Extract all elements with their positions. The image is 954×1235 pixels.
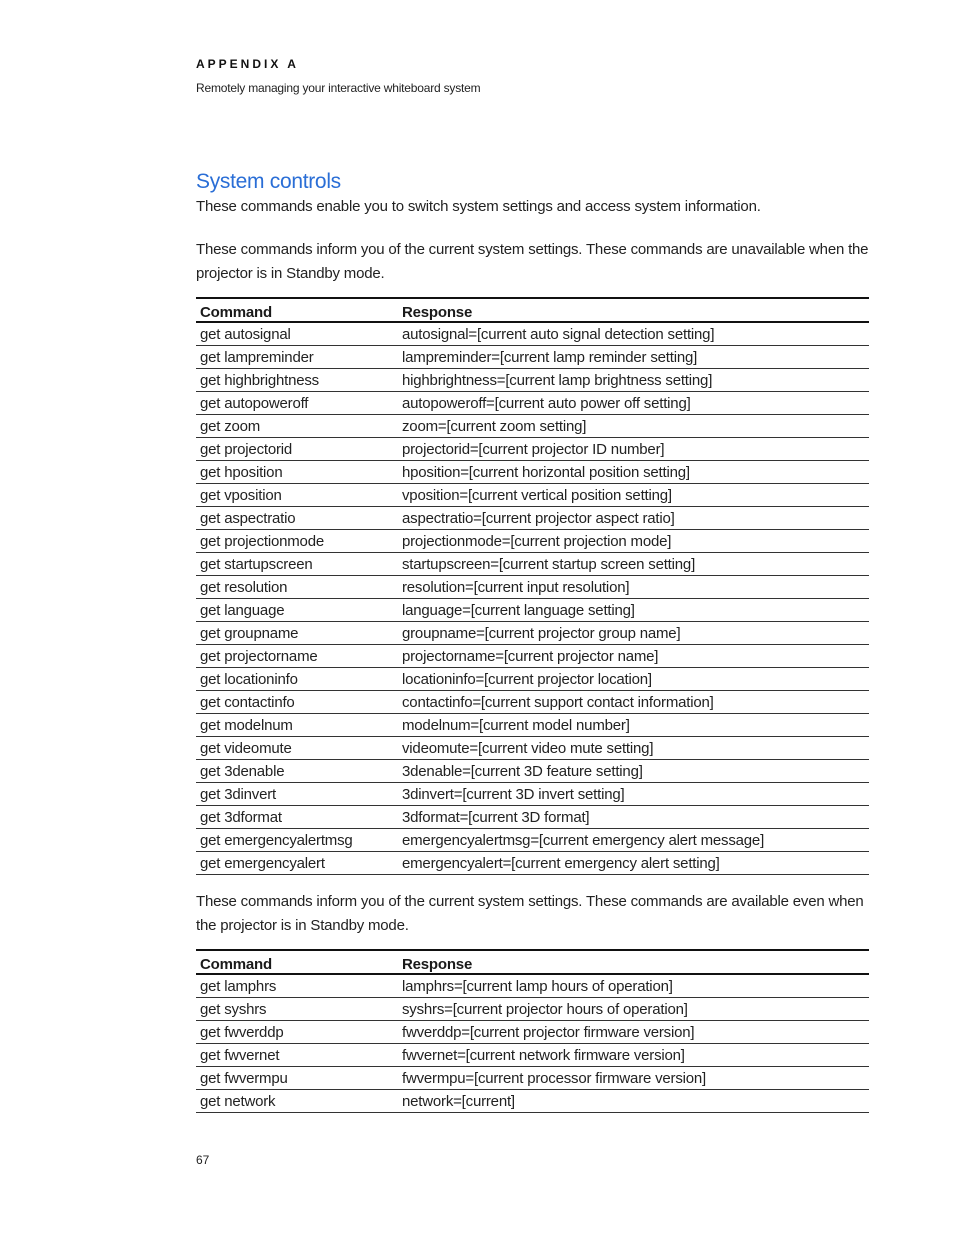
table-row: [196, 806, 869, 829]
table-row: [196, 369, 869, 392]
table-row: [196, 852, 869, 875]
response-cell: 3dinvert=[current 3D invert setting]: [398, 783, 869, 806]
response-cell: modelnum=[current model number]: [398, 714, 869, 737]
command-cell: get emergencyalert: [196, 852, 398, 875]
section-intro: These commands enable you to switch system settings and access system information.: [196, 198, 761, 215]
table-row: [196, 507, 869, 530]
response-cell: videomute=[current video mute setting]: [398, 737, 869, 760]
table-row: [196, 737, 869, 760]
table-row: [196, 760, 869, 783]
table-row: [196, 1044, 869, 1067]
command-cell: get projectorid: [196, 438, 398, 461]
table2-description: These commands inform you of the current system settings. These commands are available even when the projector is in Standby mode.: [196, 893, 864, 934]
command-cell: get locationinfo: [196, 668, 398, 691]
command-cell: get groupname: [196, 622, 398, 645]
table-row: [196, 668, 869, 691]
response-cell: autosignal=[current auto signal detection setting]: [398, 322, 869, 346]
response-cell: hposition=[current horizontal position setting]: [398, 461, 869, 484]
command-cell: get hposition: [196, 461, 398, 484]
table-row: [196, 998, 869, 1021]
command-cell: get network: [196, 1090, 398, 1113]
table-row: [196, 645, 869, 668]
page-number: 67: [196, 1153, 210, 1167]
command-cell: get syshrs: [196, 998, 398, 1021]
command-cell: get 3denable: [196, 760, 398, 783]
table-row: [196, 714, 869, 737]
response-cell: groupname=[current projector group name]: [398, 622, 869, 645]
response-cell: network=[current]: [398, 1090, 869, 1113]
table-row: [196, 974, 869, 998]
table-row: [196, 461, 869, 484]
command-cell: get autosignal: [196, 322, 398, 346]
table-row: [196, 484, 869, 507]
command-cell: get projectorname: [196, 645, 398, 668]
table-row: [196, 1067, 869, 1090]
response-cell: emergencyalert=[current emergency alert setting]: [398, 852, 869, 875]
response-cell: fwvernet=[current network firmware version]: [398, 1044, 869, 1067]
response-cell: fwverddp=[current projector firmware version]: [398, 1021, 869, 1044]
section-title: System controls: [196, 170, 341, 193]
command-cell: get emergencyalertmsg: [196, 829, 398, 852]
column-header-response: Response: [398, 298, 869, 322]
appendix-label: APPENDIX A: [196, 57, 299, 71]
table-row: [196, 553, 869, 576]
response-cell: resolution=[current input resolution]: [398, 576, 869, 599]
table-row: [196, 346, 869, 369]
response-cell: autopoweroff=[current auto power off setting]: [398, 392, 869, 415]
table-row: [196, 783, 869, 806]
command-cell: get highbrightness: [196, 369, 398, 392]
table1-body: [196, 322, 869, 875]
command-cell: get fwvermpu: [196, 1067, 398, 1090]
table-row: [196, 622, 869, 645]
command-cell: get contactinfo: [196, 691, 398, 714]
table-row: [196, 691, 869, 714]
response-cell: language=[current language setting]: [398, 599, 869, 622]
table-row: [196, 415, 869, 438]
response-cell: emergencyalertmsg=[current emergency alert message]: [398, 829, 869, 852]
response-cell: 3dformat=[current 3D format]: [398, 806, 869, 829]
response-cell: 3denable=[current 3D feature setting]: [398, 760, 869, 783]
column-header-command: Command: [196, 298, 398, 322]
command-cell: get startupscreen: [196, 553, 398, 576]
response-cell: startupscreen=[current startup screen setting]: [398, 553, 869, 576]
command-cell: get fwverddp: [196, 1021, 398, 1044]
table-row: [196, 599, 869, 622]
command-cell: get language: [196, 599, 398, 622]
response-cell: projectionmode=[current projection mode]: [398, 530, 869, 553]
command-cell: get projectionmode: [196, 530, 398, 553]
table-row: [196, 438, 869, 461]
response-cell: aspectratio=[current projector aspect ratio]: [398, 507, 869, 530]
table-row: [196, 1090, 869, 1113]
response-cell: highbrightness=[current lamp brightness setting]: [398, 369, 869, 392]
command-cell: get lampreminder: [196, 346, 398, 369]
column-header-response: Response: [398, 950, 869, 974]
command-cell: get vposition: [196, 484, 398, 507]
table-header-row: [196, 950, 869, 974]
command-cell: get resolution: [196, 576, 398, 599]
command-cell: get zoom: [196, 415, 398, 438]
command-cell: get lamphrs: [196, 974, 398, 998]
table-row: [196, 392, 869, 415]
response-cell: vposition=[current vertical position setting]: [398, 484, 869, 507]
column-header-command: Command: [196, 950, 398, 974]
command-cell: get autopoweroff: [196, 392, 398, 415]
response-cell: fwvermpu=[current processor firmware version]: [398, 1067, 869, 1090]
response-cell: zoom=[current zoom setting]: [398, 415, 869, 438]
commands-table-available-standby: [196, 949, 869, 1113]
response-cell: contactinfo=[current support contact information]: [398, 691, 869, 714]
response-cell: lampreminder=[current lamp reminder setting]: [398, 346, 869, 369]
table-header-row: [196, 298, 869, 322]
response-cell: projectorname=[current projector name]: [398, 645, 869, 668]
appendix-subtitle: Remotely managing your interactive whiteboard system: [196, 81, 481, 95]
table-row: [196, 576, 869, 599]
command-cell: get videomute: [196, 737, 398, 760]
table1-description: These commands inform you of the current system settings. These commands are unavailable when the projector is in Standby mode.: [196, 241, 869, 282]
table-row: [196, 1021, 869, 1044]
table-row: [196, 829, 869, 852]
response-cell: locationinfo=[current projector location]: [398, 668, 869, 691]
command-cell: get modelnum: [196, 714, 398, 737]
commands-table-unavailable-standby: [196, 297, 869, 875]
response-cell: syshrs=[current projector hours of operation]: [398, 998, 869, 1021]
response-cell: projectorid=[current projector ID number]: [398, 438, 869, 461]
table-row: [196, 322, 869, 346]
table2-body: [196, 974, 869, 1113]
command-cell: get 3dinvert: [196, 783, 398, 806]
table-row: [196, 530, 869, 553]
command-cell: get 3dformat: [196, 806, 398, 829]
command-cell: get aspectratio: [196, 507, 398, 530]
command-cell: get fwvernet: [196, 1044, 398, 1067]
response-cell: lamphrs=[current lamp hours of operation]: [398, 974, 869, 998]
